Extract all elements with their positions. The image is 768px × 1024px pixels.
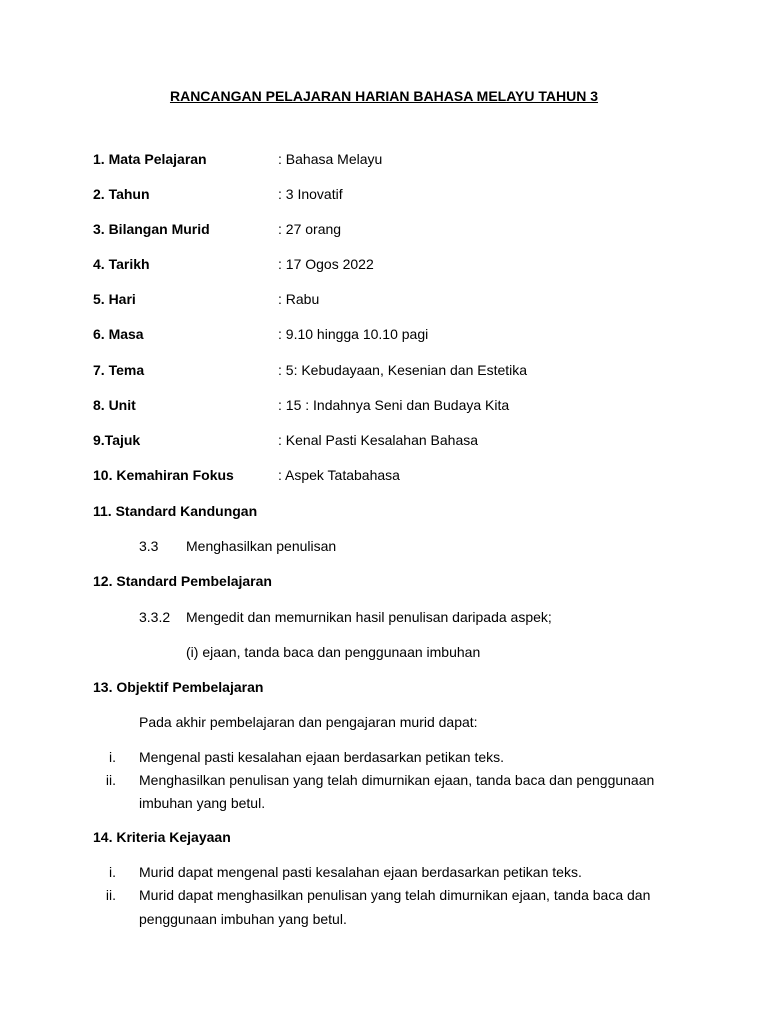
field-value: : Rabu [278, 291, 320, 307]
list-item-continuation: imbuhan yang betul. [139, 795, 266, 811]
field-value: : Bahasa Melayu [278, 151, 383, 167]
list-item-continuation: penggunaan imbuhan yang betul. [139, 911, 347, 927]
field-value: : 17 Ogos 2022 [278, 256, 374, 272]
standard-code: 3.3 [139, 538, 159, 554]
field-value: : Kenal Pasti Kesalahan Bahasa [278, 432, 479, 448]
field-label: 3. Bilangan Murid [93, 221, 210, 237]
field-label: 10. Kemahiran Fokus [93, 467, 234, 483]
objektif-intro: Pada akhir pembelajaran dan pengajaran murid dapat: [139, 714, 478, 730]
field-label: 6. Masa [93, 326, 144, 342]
field-label: 1. Mata Pelajaran [93, 151, 207, 167]
standard-code: 3.3.2 [139, 609, 171, 625]
list-number: ii. [105, 772, 116, 788]
section-heading-objektif: 13. Objektif Pembelajaran [93, 679, 264, 695]
field-value: : 3 Inovatif [278, 186, 343, 202]
field-label: 9.Tajuk [93, 432, 141, 448]
field-label: 8. Unit [93, 397, 136, 413]
list-number: i. [109, 864, 116, 880]
list-item: Murid dapat menghasilkan penulisan yang telah dimurnikan ejaan, tanda baca dan [139, 887, 651, 903]
field-value: : 5: Kebudayaan, Kesenian dan Estetika [278, 362, 528, 378]
field-label: 4. Tarikh [93, 256, 150, 272]
list-item: Menghasilkan penulisan yang telah dimurnikan ejaan, tanda baca dan penggunaan [139, 772, 655, 788]
list-item: Murid dapat mengenal pasti kesalahan ejaan berdasarkan petikan teks. [139, 864, 582, 880]
list-item: Mengenal pasti kesalahan ejaan berdasarkan petikan teks. [139, 749, 505, 765]
field-value: : 27 orang [278, 221, 342, 237]
field-value: : 15 : Indahnya Seni dan Budaya Kita [278, 397, 510, 413]
document-title: RANCANGAN PELAJARAN HARIAN BAHASA MELAYU TAHUN 3 [169, 88, 599, 104]
field-label: 2. Tahun [93, 186, 150, 202]
standard-text: Menghasilkan penulisan [186, 538, 337, 554]
section-heading-kriteria: 14. Kriteria Kejayaan [93, 829, 231, 845]
field-label: 5. Hari [93, 291, 136, 307]
section-heading-standard-pembelajaran: 12. Standard Pembelajaran [93, 573, 272, 589]
standard-text: Mengedit dan memurnikan hasil penulisan daripada aspek; [186, 609, 552, 625]
list-number: i. [109, 749, 116, 765]
field-label: 7. Tema [93, 362, 145, 378]
field-value: : Aspek Tatabahasa [278, 467, 400, 483]
section-heading-standard-kandungan: 11. Standard Kandungan [93, 503, 258, 519]
standard-subitem: (i) ejaan, tanda baca dan penggunaan imbuhan [186, 644, 481, 660]
field-value: : 9.10 hingga 10.10 pagi [278, 326, 429, 342]
list-number: ii. [105, 887, 116, 903]
